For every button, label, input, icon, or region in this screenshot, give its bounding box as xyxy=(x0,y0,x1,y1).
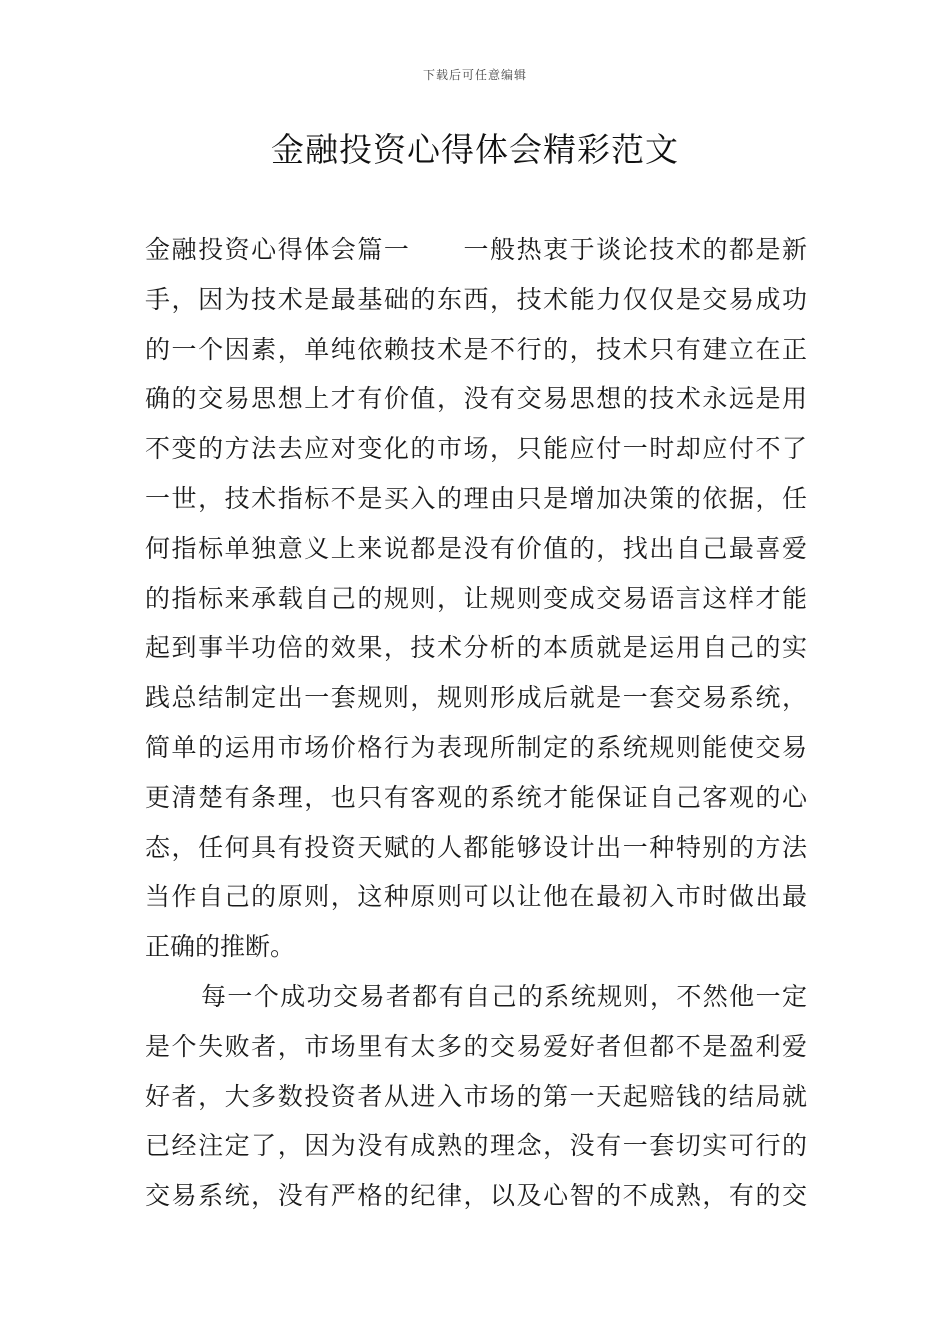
paragraph-1-line: 更清楚有条理，也只有客观的系统才能保证自己客观的心 xyxy=(145,782,807,812)
paragraph-1-line: 起到事半功倍的效果，技术分析的本质就是运用自己的实 xyxy=(145,633,807,663)
paragraph-1-line: 一世，技术指标不是买入的理由只是增加决策的依据，任 xyxy=(145,483,807,513)
paragraph-2-line: 好者，大多数投资者从进入市场的第一天起赔钱的结局就 xyxy=(145,1081,807,1111)
paragraph-1-line: 确的交易思想上才有价值，没有交易思想的技术永远是用 xyxy=(145,384,807,414)
paragraph-1-line: 态，任何具有投资天赋的人都能够设计出一种特别的方法 xyxy=(145,832,807,862)
paragraph-1-line: 的一个因素，单纯依赖技术是不行的，技术只有建立在正 xyxy=(145,334,807,364)
paragraph-2-line: 是个失败者，市场里有太多的交易爱好者但都不是盈利爱 xyxy=(145,1031,807,1061)
paragraph-1-line: 当作自己的原则，这种原则可以让他在最初入市时做出最 xyxy=(145,882,807,912)
paragraph-2-line: 每一个成功交易者都有自己的系统规则，不然他一定 xyxy=(201,981,807,1011)
document-body xyxy=(145,228,807,1224)
paragraph-1-line: 简单的运用市场价格行为表现所制定的系统规则能使交易 xyxy=(145,732,807,762)
paragraph-2-line: 已经注定了，因为没有成熟的理念，没有一套切实可行的 xyxy=(145,1131,807,1161)
paragraph-1-line: 不变的方法去应对变化的市场，只能应付一时却应付不了 xyxy=(145,434,807,464)
paragraph-2-line: 交易系统，没有严格的纪律，以及心智的不成熟，有的交 xyxy=(145,1181,807,1211)
paragraph-1-line: 金融投资心得体会篇一 一般热衷于谈论技术的都是新 xyxy=(145,235,807,264)
paragraph-1-line: 手，因为技术是最基础的东西，技术能力仅仅是交易成功 xyxy=(145,284,807,314)
paragraph-1-line: 何指标单独意义上来说都是没有价值的，找出自己最喜爱 xyxy=(145,533,807,563)
header-note: 下载后可任意编辑 xyxy=(422,68,527,82)
paragraph-1-line: 的指标来承载自己的规则，让规则变成交易语言这样才能 xyxy=(145,583,807,613)
paragraph-1-line: 正确的推断。 xyxy=(145,932,296,962)
paragraph-1-line: 践总结制定出一套规则，规则形成后就是一套交易系统， xyxy=(145,683,807,713)
document-title: 金融投资心得体会精彩范文 xyxy=(271,130,679,169)
